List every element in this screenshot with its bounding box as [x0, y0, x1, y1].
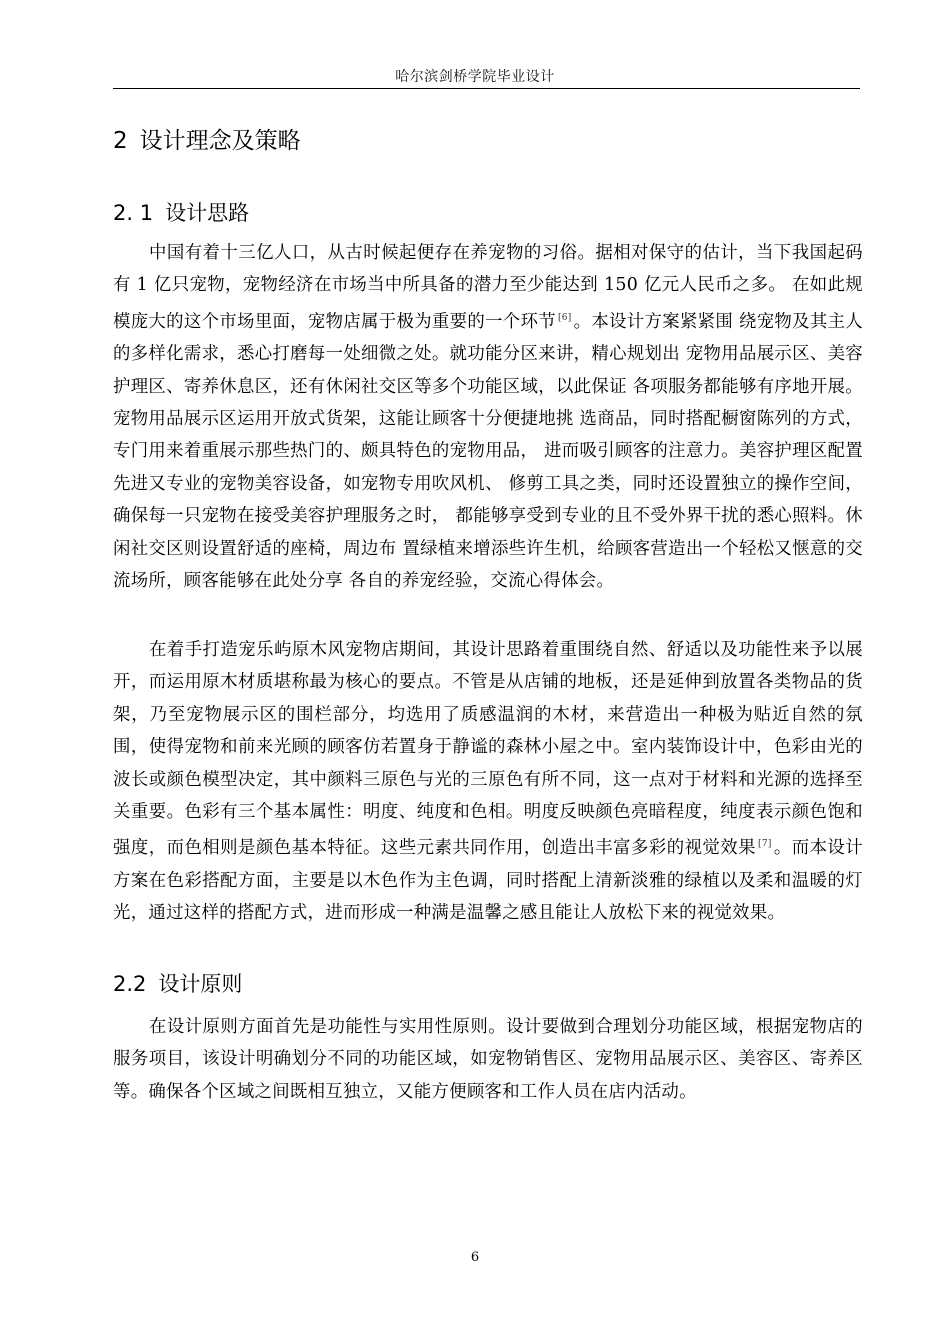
section-heading-design-principle [113, 968, 242, 998]
chapter-title: 设计理念及策略 [139, 128, 301, 154]
paragraph-text: 中国有着十三亿人口，从古时候起便存在养宠物的习俗。据相对保守的估计，当下我国起码有 1 亿只宠物，宠物经济在市场当中所具备的潜力至少能达到 150 亿元人民币之多。 在如此规模庞大的这个市场里面，宠物店属于极为重要的一个环节 [113, 243, 863, 332]
section-heading-design-idea [113, 197, 249, 227]
page-header-title: 哈尔滨剑桥学院毕业设计 [395, 69, 555, 85]
body-paragraph-market [113, 237, 863, 597]
body-paragraph-principle: 在设计原则方面首先是功能性与实用性原则。设计要做到合理划分功能区域，根据宠物店的服务项目，该设计明确划分不同的功能区域，如宠物销售区、宠物用品展示区、美容区、寄养区等。确保各个区域之间既相互独立，又能方便顾客和工作人员在店内活动。 [113, 1017, 863, 1102]
header-divider [113, 88, 860, 89]
paragraph-text: 。而本设计方案在色彩搭配方面，主要是以木色作为主色调，同时搭配上清新淡雅的绿植以及柔和温暖的灯光，通过这样的搭配方式，进而形成一种满是温馨之感且能让人放松下来的视觉效果。 [113, 838, 863, 924]
page-number: 6 [470, 1250, 480, 1265]
paragraph-text: 在着手打造宠乐屿原木风宠物店期间，其设计思路着重围绕自然、舒适以及功能性来予以展开，而运用原木材质堪称最为核心的要点。不管是从店铺的地板，还是延伸到放置各类物品的货架，乃至宠物展示区的围栏部分，均选用了质感温润的木材，来营造出一种极为贴近自然的氛围，使得宠物和前来光顾的顾客仿若置身于静谧的森林小屋之中。室内装饰设计中，色彩由光的波长或颜色模型决定，其中颜料三原色与光的三原色有所不同，这一点对于材料和光源的选择至关重要。色彩有三个基本属性：明度、纯度和色相。明度反映颜色亮暗程度，纯度表示颜色饱和强度，而色相则是颜色基本特征。这些元素共同作用，创造出丰富多彩的视觉效果 [113, 640, 863, 859]
paragraph-text: 。本设计方案紧紧围 绕宠物及其主人的多样化需求，悉心打磨每一处细微之处。就功能分区来讲，精心规划出 宠物用品展示区、美容护理区、寄养休息区，还有休闲社交区等多个功能区域，以此保证 各项服务都能够有序地开展。宠物用品展示区运用开放式货架，这能让顾客十分便捷地挑 选商品，同时搭配橱窗陈列的方式，专门用来着重展示那些热门的、颇具特色的宠物用品， 进而吸引顾客的注意力。美容护理区配置先进又专业的宠物美容设备，如宠物专用吹风机、 修剪工具之类，同时还设置独立的操作空间，确保每一只宠物在接受美容护理服务之时， 都能够享受到专业的且不受外界干扰的悉心照料。休闲社交区则设置舒适的座椅，周边布 置绿植来增添些许生机，给顾客营造出一个轻松又惬意的交流场所，顾客能够在此处分享 各自的养宠经验，交流心得体会。 [113, 311, 863, 592]
section-title: 设计思路 [165, 201, 250, 225]
chapter-heading [113, 122, 301, 155]
section-title: 设计原则 [158, 972, 243, 996]
chapter-number: 2 [113, 128, 128, 154]
citation-marker: [6] [557, 312, 572, 323]
body-paragraph-wood-style [113, 634, 863, 930]
section-number: 2.2 [113, 972, 147, 996]
citation-marker: [7] [758, 839, 772, 850]
section-number: 2. 1 [113, 201, 154, 225]
